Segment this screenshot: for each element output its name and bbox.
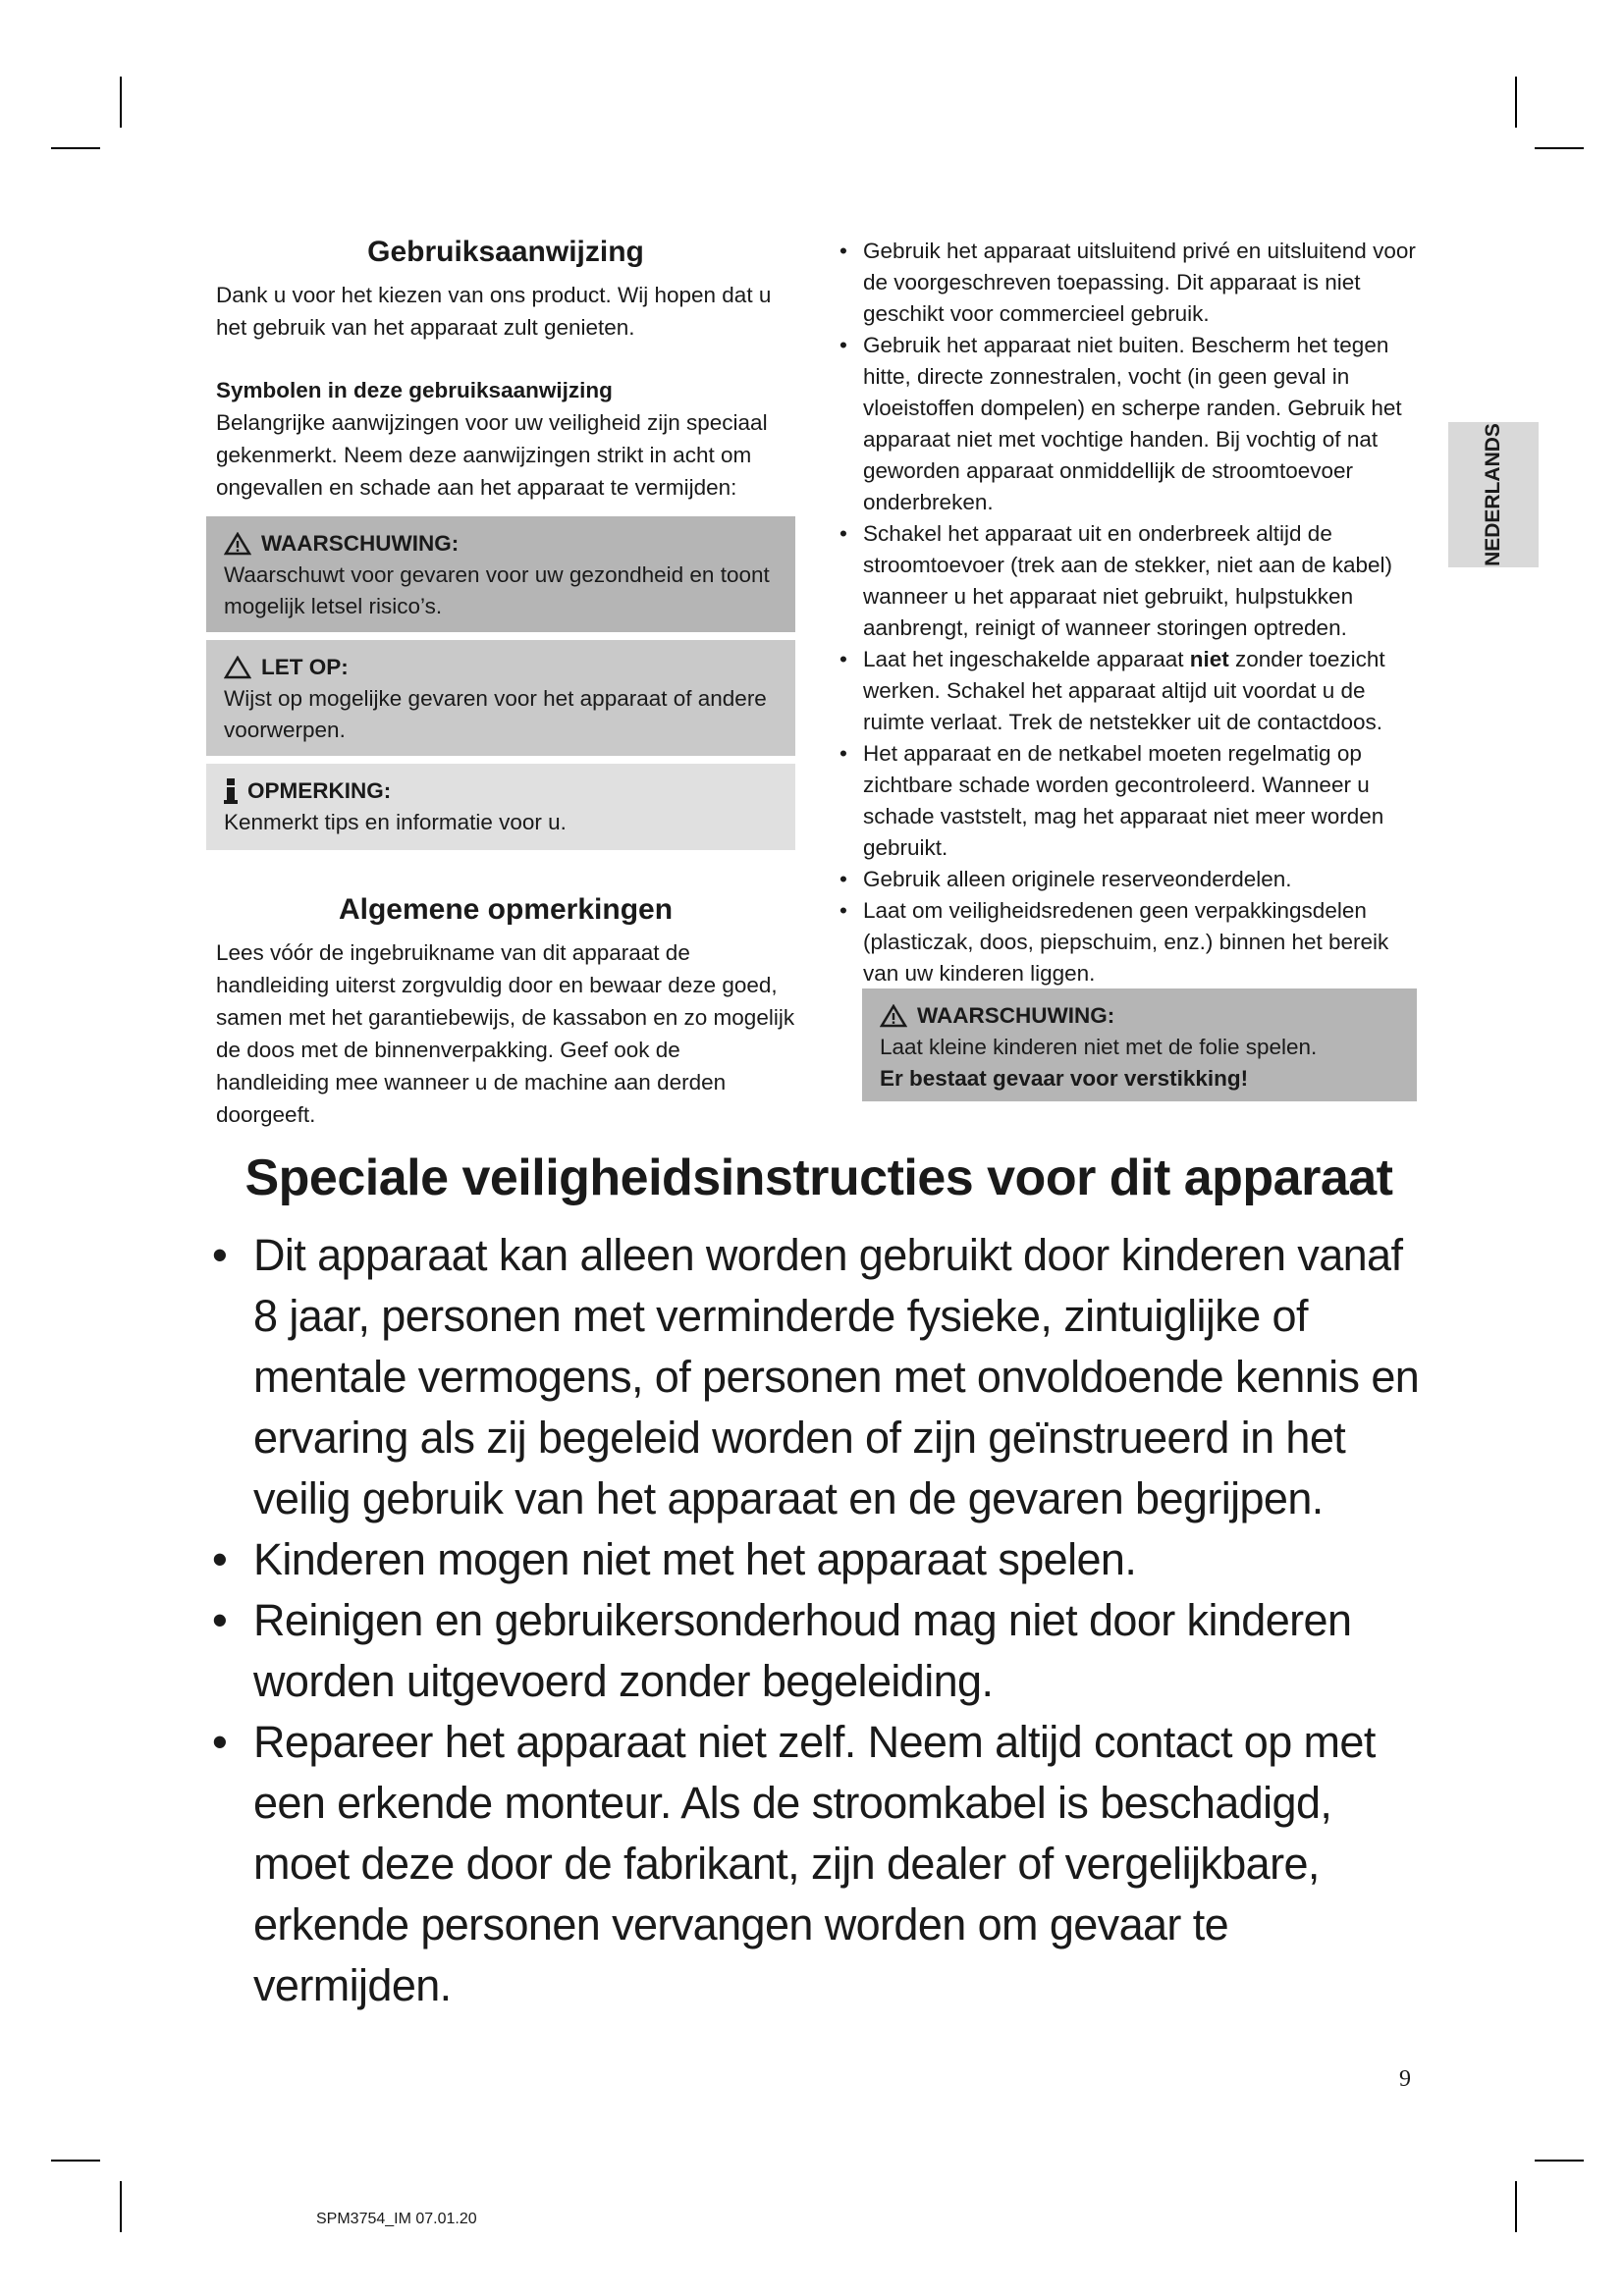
list-item-text-part: Laat het ingeschakelde apparaat [863,647,1190,671]
warning-box [206,516,795,632]
list-item [839,518,1419,644]
list-item [839,738,1419,864]
list-item-text: Reinigen en gebruikersonderhoud mag niet door kinderen worden uitgevoerd zonder begeleiding. [253,1595,1352,1706]
warning-box-title [224,528,778,560]
page-number: 9 [1399,2066,1411,2092]
note-label: OPMERKING: [247,778,392,803]
list-item [839,330,1419,518]
list-item-text: Dit apparaat kan alleen worden gebruikt door kinderen vanaf 8 jaar, personen met verminderde fysieke, zintuiglijke of mentale vermogens, of personen met onvoldoende kennis en ervaring als zij begeleid worden of zijn geïnstrueerd in het veilig gebruik van het apparaat en de gevaren begrijpen. [253,1230,1420,1523]
list-item [210,1712,1428,2016]
caution-box-title [224,652,778,683]
list-item-text: Kinderen mogen niet met het apparaat spelen. [253,1534,1137,1584]
language-tab [1448,422,1539,567]
suffocation-warning-title [880,1000,1399,1032]
bullet-char: • [839,741,847,766]
bullet-char: • [839,647,847,671]
special-section [210,1148,1428,2016]
list-item-text: Gebruik alleen originele reserveonderdelen. [863,867,1292,891]
crop-mark [1535,2160,1584,2162]
bullet-char: • [839,333,847,357]
list-item-text: Laat om veiligheidsredenen geen verpakkingsdelen (plasticzak, doos, piepschuim, enz.) binnen het bereik van uw kinderen liggen. [863,898,1389,986]
left-column [216,236,795,504]
crop-mark [1515,77,1517,128]
language-tab-label: NEDERLANDS [1482,423,1504,566]
page-title: Gebruiksaanwijzing [367,236,644,268]
bullet-char: • [839,867,847,891]
note-box-title [224,775,778,807]
note-text: Kenmerkt tips en informatie voor u. [224,810,567,834]
general-section [216,893,795,1131]
crop-mark [51,2160,100,2162]
footer-code: SPM3754_IM 07.01.20 [316,2211,477,2227]
crop-mark [51,147,100,149]
crop-mark [1515,2181,1517,2232]
crop-mark [120,77,122,128]
symbols-text: Belangrijke aanwijzingen voor uw veiligheid zijn speciaal gekenmerkt. Neem deze aanwijzingen strikt in acht om ongevallen en schade aan het apparaat te vermijden: [216,410,768,500]
bullet-char: • [839,239,847,263]
caution-triangle-icon [224,656,251,679]
list-item-text-part: zonder toezicht werken. Schakel het apparaat altijd uit voordat u de ruimte verlaat. Trek de netstekker uit de contactdoos. [863,647,1385,734]
list-item [210,1529,1428,1590]
warning-label: WAARSCHUWING: [261,531,460,556]
bullet-char: • [212,1595,228,1645]
crop-mark [1535,147,1584,149]
emphasis-text: niet [1189,647,1229,671]
symbols-heading: Symbolen in deze gebruiksaanwijzing [216,378,613,402]
bullet-char: • [839,898,847,923]
list-item [839,864,1419,895]
suffocation-warning-text: Laat kleine kinderen niet met de folie spelen. [880,1035,1318,1059]
list-item [839,895,1419,989]
right-column [839,236,1419,989]
bullet-char: • [212,1230,228,1280]
intro-text: Dank u voor het kiezen van ons product. Wij hopen dat u het gebruik van het apparaat zult genieten. [216,283,772,340]
warning-triangle-icon [880,1004,907,1028]
list-item [839,644,1419,738]
caution-text: Wijst op mogelijke gevaren voor het apparaat of andere voorwerpen. [224,686,767,742]
suffocation-warning-box [862,988,1417,1101]
list-item-text: Gebruik het apparaat niet buiten. Bescherm het tegen hitte, directe zonnestralen, vocht (in geen geval in vloeistoffen dompelen) en scherpe randen. Gebruik het apparaat niet met vochtige handen. Bij vochtig of nat geworden apparaat onmiddellijk de stroomtoevoer onderbreken. [863,333,1402,514]
list-item [210,1225,1428,1529]
bullet-char: • [212,1534,228,1584]
crop-mark [120,2181,122,2232]
suffocation-warning-label: WAARSCHUWING: [917,1003,1115,1028]
warning-triangle-icon [224,532,251,556]
note-box [206,764,795,850]
general-text: Lees vóór de ingebruikname van dit apparaat de handleiding uiterst zorgvuldig door en bewaar deze goed, samen met het garantiebewijs, de kassabon en zo mogelijk de doos met de binnenverpakking. Geef ook de handleiding mee wanneer u de machine aan derden doorgeeft. [216,940,795,1127]
list-item-text: Het apparaat en de netkabel moeten regelmatig op zichtbare schade worden gecontroleerd. Wanneer u schade vaststelt, mag het apparaat niet meer worden gebruikt. [863,741,1384,860]
general-title: Algemene opmerkingen [338,893,674,926]
list-item [839,236,1419,330]
suffocation-warning-bold: Er bestaat gevaar voor verstikking! [880,1066,1249,1091]
list-item [210,1590,1428,1712]
bullet-char: • [839,521,847,546]
caution-label: LET OP: [261,655,349,679]
list-item-text: Gebruik het apparaat uitsluitend privé en uitsluitend voor de voorgeschreven toepassing. Dit apparaat is niet geschikt voor commercieel gebruik. [863,239,1416,326]
warning-text: Waarschuwt voor gevaren voor uw gezondheid en toont mogelijk letsel risico’s. [224,562,770,618]
list-item-text: Schakel het apparaat uit en onderbreek altijd de stroomtoevoer (trek aan de stekker, niet aan de kabel) wanneer u het apparaat niet gebruikt, hulpstukken aanbrengt, reinigt of wanneer storingen optreden. [863,521,1393,640]
special-title: Speciale veiligheidsinstructies voor dit apparaat [244,1149,1393,1206]
list-item-text [863,644,1419,738]
info-icon [224,778,238,804]
list-item-text: Repareer het apparaat niet zelf. Neem altijd contact op met een erkende monteur. Als de stroomkabel is beschadigd, moet deze door de fabrikant, zijn dealer of vergelijkbare, erkende personen vervangen worden om gevaar te vermijden. [253,1717,1376,2010]
bullet-char: • [212,1717,228,1767]
caution-box [206,640,795,756]
